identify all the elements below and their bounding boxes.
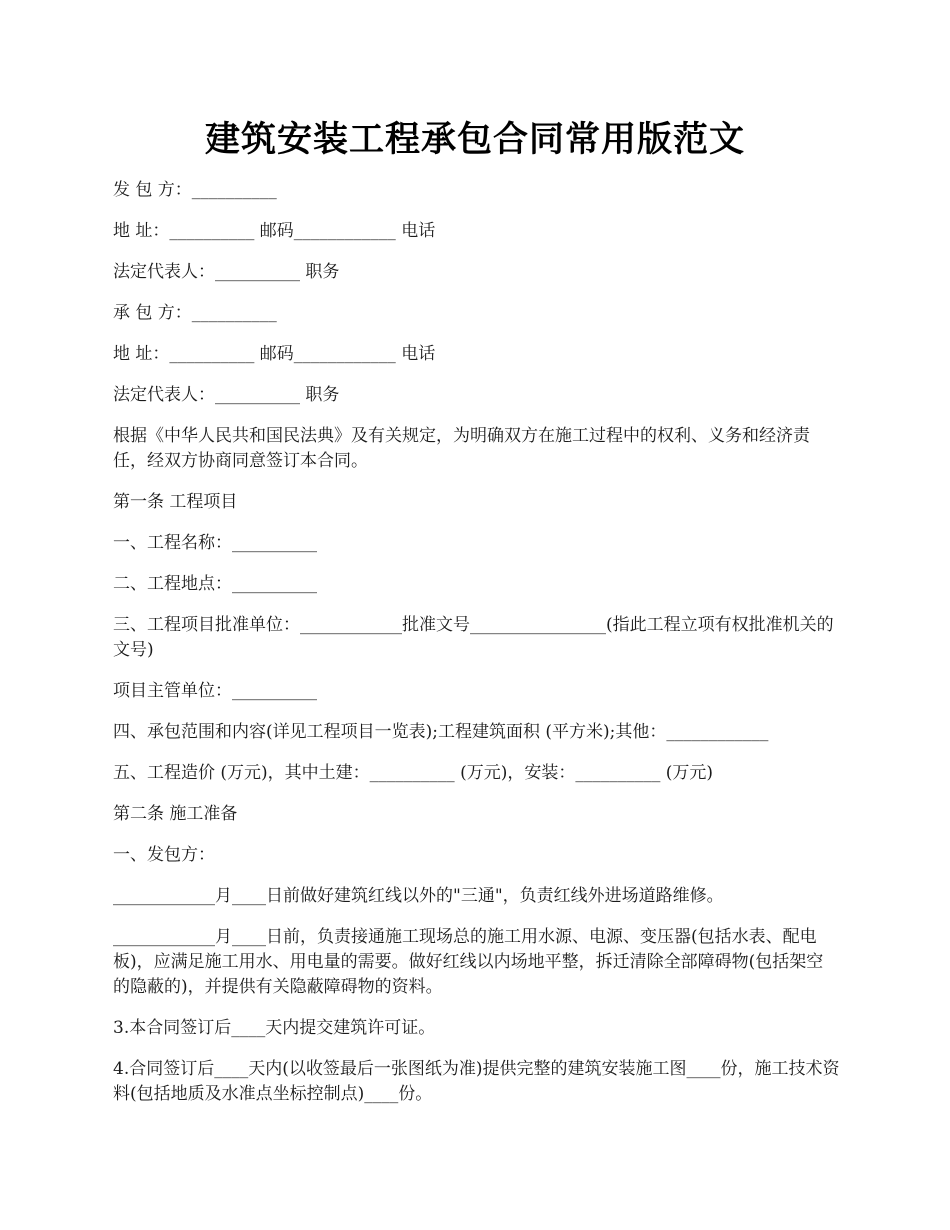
project-name-line: 一、工程名称：__________ [113, 533, 317, 553]
project-cost-line: 五、工程造价 (万元)，其中土建：__________ (万元)，安装：__________ (万元) [113, 763, 714, 783]
party-b-line: 承 包 方：__________ [113, 303, 277, 323]
party-a-address-line: 地 址：__________ 邮码____________ 电话 [113, 221, 436, 241]
party-b-address-line: 地 址：__________ 邮码____________ 电话 [113, 344, 436, 364]
party-b-representative-line: 法定代表人：__________ 职务 [113, 385, 340, 405]
document-title: 建筑安装工程承包合同常用版范文 [204, 119, 745, 160]
scope-line: 四、承包范围和内容(详见工程项目一览表);工程建筑面积 (平方米);其他：____________ [113, 722, 769, 742]
article-2-heading: 第二条 施工准备 [113, 804, 238, 824]
approval-unit-line: 三、工程项目批准单位：____________批准文号________________(指此工程立项有权批准机关的文号) [113, 615, 834, 660]
party-a-representative-line: 法定代表人：__________ 职务 [113, 262, 340, 282]
clause-three-connections: ____________月____日前做好建筑红线以外的"三通"，负责红线外进场道路维修。 [113, 886, 724, 906]
party-a-line: 发 包 方：__________ [113, 180, 277, 200]
preamble-paragraph: 根据《中华人民共和国民法典》及有关规定，为明确双方在施工过程中的权利、义务和经济责任，经双方协商同意签订本合同。 [113, 426, 810, 471]
project-location-line: 二、工程地点：__________ [113, 574, 317, 594]
clause-permit: 3.本合同签订后____天内提交建筑许可证。 [113, 1018, 436, 1038]
clause-drawings: 4.合同签订后____天内(以收签最后一张图纸为准)提供完整的建筑安装施工图____份，施工技术资料(包括地质及水准点坐标控制点)____份。 [113, 1059, 840, 1104]
article-1-heading: 第一条 工程项目 [113, 492, 238, 512]
employer-heading: 一、发包方： [113, 845, 215, 865]
supervising-unit-line: 项目主管单位：__________ [113, 681, 317, 701]
clause-utilities: ____________月____日前，负责接通施工现场总的施工用水源、电源、变压器(包括水表、配电板)，应满足施工用水、用电量的需要。做好红线以内场地平整，拆迁清除全部障碍物(包括架空的隐蔽的)，并提供有关隐蔽障碍物的资料。 [113, 927, 824, 997]
document-body [113, 178, 840, 1123]
